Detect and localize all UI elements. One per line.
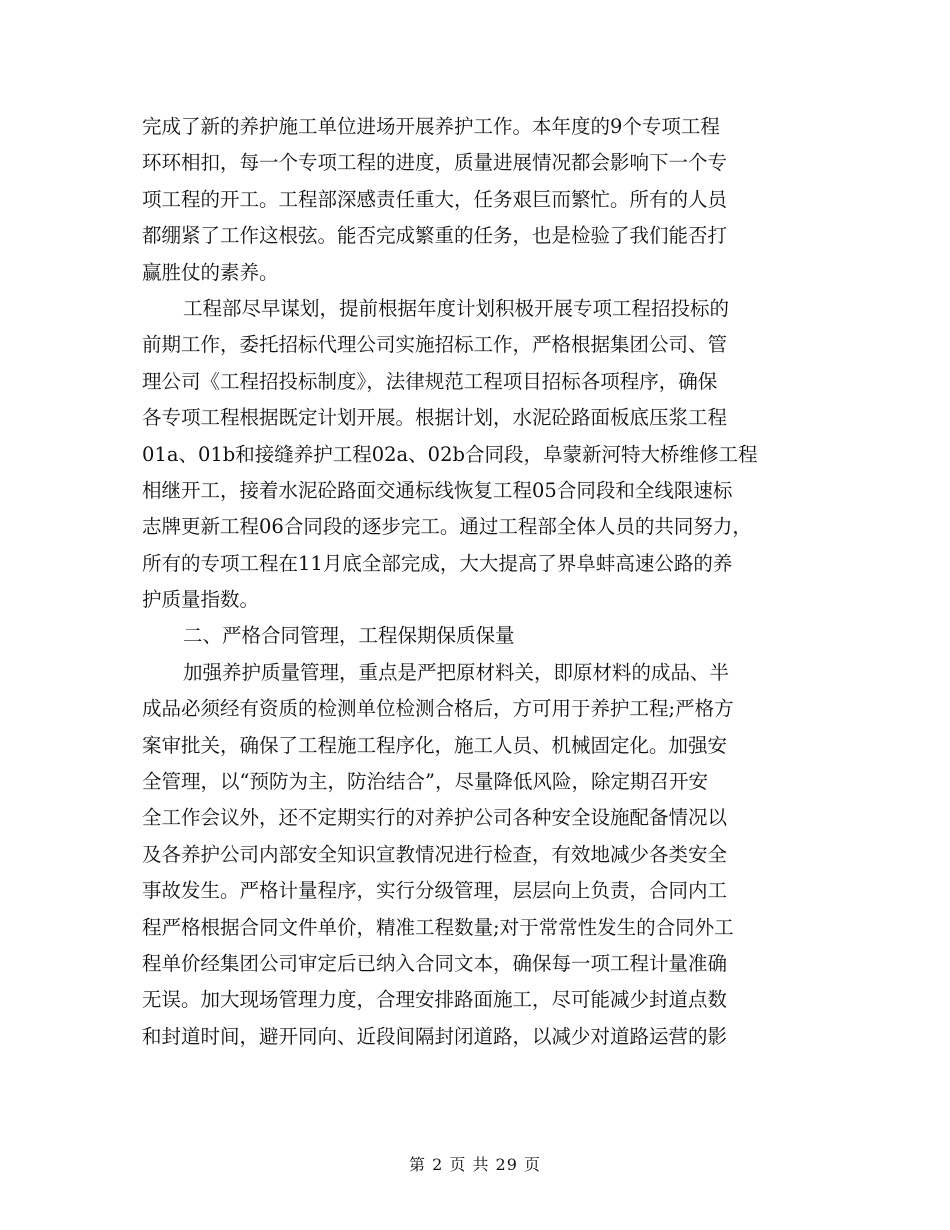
text-line: 事故发生。严格计量程序，实行分级管理，层层向上负责，合同内工 xyxy=(142,879,728,903)
text-line: 理公司《工程招投标制度》，法律规范工程项目招标各项程序，确保 xyxy=(142,369,718,393)
text-line: 各专项工程根据既定计划开展。根据计划，水泥砼路面板底压浆工程 xyxy=(142,406,728,430)
text-line: 都绷紧了工作这根弦。能否完成繁重的任务，也是检验了我们能否打 xyxy=(142,224,728,248)
text-line: 护质量指数。 xyxy=(142,588,260,612)
page-footer: 第 2 页 共 29 页 xyxy=(409,1155,541,1174)
text-line: 加强养护质量管理，重点是严把原材料关，即原材料的成品、半 xyxy=(183,660,730,684)
text-line: 01a、01b和接缝养护工程02a、02b合同段，阜蒙新河特大桥维修工程 xyxy=(142,442,758,466)
text-line: 全工作会议外，还不定期实行的对养护公司各种安全设施配备情况以 xyxy=(142,806,728,830)
text-line: 二、严格合同管理，工程保期保质保量 xyxy=(183,624,515,648)
text-line: 案审批关，确保了工程施工程序化，施工人员、机械固定化。加强安 xyxy=(142,733,728,757)
text-line: 成品必须经有资质的检测单位检测合格后，方可用于养护工程;严格方 xyxy=(142,697,734,721)
text-line: 工程部尽早谋划，提前根据年度计划积极开展专项工程招投标的 xyxy=(183,296,730,320)
text-line: 所有的专项工程在11月底全部完成，大大提高了界阜蚌高速公路的养 xyxy=(142,551,733,575)
text-line: 完成了新的养护施工单位进场开展养护工作。本年度的9个专项工程 xyxy=(142,115,720,138)
text-line: 和封道时间，避开同向、近段间隔封闭道路，以减少对道路运营的影 xyxy=(142,1024,728,1048)
text-line: 赢胜仗的素养。 xyxy=(142,260,279,284)
body-text xyxy=(142,109,822,1055)
text-line: 无误。加大现场管理力度，合理安排路面施工，尽可能减少封道点数 xyxy=(142,988,728,1012)
text-line: 及各养护公司内部安全知识宣教情况进行检查，有效地减少各类安全 xyxy=(142,842,728,866)
text-line: 志牌更新工程06合同段的逐步完工。通过工程部全体人员的共同努力， xyxy=(142,515,752,539)
text-line: 相继开工，接着水泥砼路面交通标线恢复工程05合同段和全线限速标 xyxy=(142,478,733,502)
text-line: 程单价经集团公司审定后已纳入合同文本，确保每一项工程计量准确 xyxy=(142,951,728,975)
text-line: 全管理，以“预防为主，防治结合”，尽量降低风险，除定期召开安 xyxy=(142,770,708,794)
text-line: 前期工作，委托招标代理公司实施招标工作，严格根据集团公司、管 xyxy=(142,333,728,357)
text-line: 程严格根据合同文件单价，精准工程数量;对于常常性发生的合同外工 xyxy=(142,915,734,939)
text-line: 环环相扣，每一个专项工程的进度，质量进展情况都会影响下一个专 xyxy=(142,151,728,175)
text-line: 项工程的开工。工程部深感责任重大，任务艰巨而繁忙。所有的人员 xyxy=(142,187,728,211)
